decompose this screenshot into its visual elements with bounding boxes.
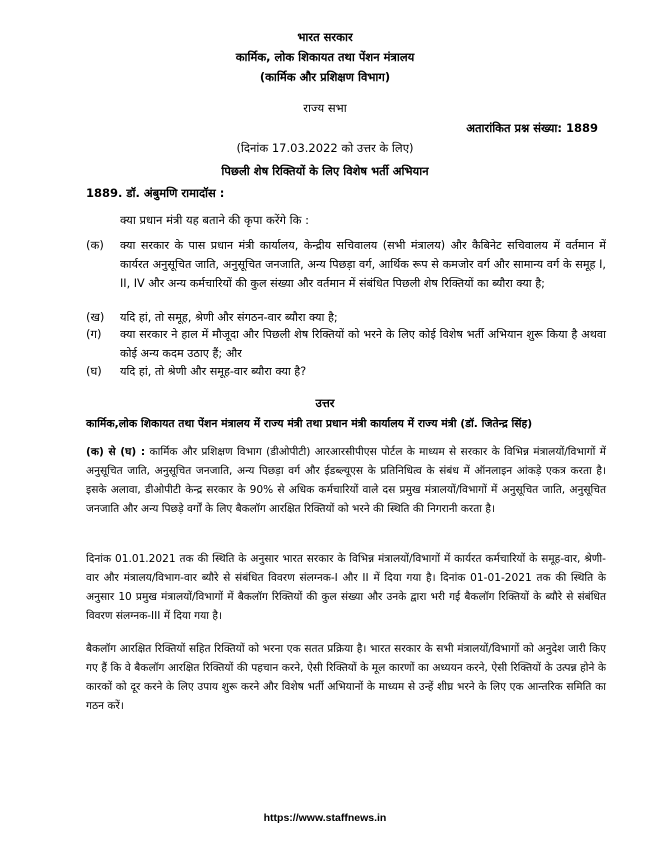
answer-paragraph-2-text: दिनांक 01.01.2021 तक की स्थिति के अनुसार भारत सरकार के विभिन्न मंत्रालयों/विभागों में कार्यरत कर्मचारियों के समूह-वार, श्रेणी-वार और मंत्रालय/विभाग-वार ब्यौरे से संबंधित विवरण संलग्नक-I और II में दिया गया है। दिनांक 01-01-2021 तक की स्थिति के अनुसार 10 प्रमुख मंत्रालयों/विभागों में बैकलॉग रिक्तियों की कुल संख्या और उनके द्वारा भरी गई बैकलॉग रिक्तियों के ब्यौरे से संबंधित विवरण संलग्नक-III में दिया गया है। — [86, 553, 606, 622]
answer-paragraph-3-text: बैकलॉग आरक्षित रिक्तियों सहित रिक्तियों को भरना एक सतत प्रक्रिया है। भारत सरकार के सभी मंत्रालयों/विभागों को अनुदेश जारी किए गए हैं कि वे बैकलॉग आरक्षित रिक्तियों की पहचान करने, ऐसी रिक्तियों के मूल कारणों का अध्ययन करने, ऐसी रिक्तियों के उत्पन्न होने के कारकों को दूर करने के लिए उपाय शुरू करने और विशेष भर्ती अभियानों के माध्यम से उन्हें शीघ्र भरने के लिए एक आन्तरिक समिति का गठन करें। — [86, 643, 606, 712]
footer-url: https://www.staffnews.in — [263, 812, 387, 824]
question-intro: क्या प्रधान मंत्री यह बताने की कृपा करेंगे कि : — [120, 213, 309, 227]
question-label-d: (घ) — [86, 364, 102, 378]
questioner-name: 1889. डॉ. अंबुमणि रामादॉस : — [86, 186, 225, 200]
question-text-d: यदि हां, तो श्रेणी और समूह-वार ब्यौरा क्या है? — [120, 365, 307, 378]
answer-paragraph-1 — [86, 443, 606, 519]
answer-date: (दिनांक 17.03.2022 को उत्तर के लिए) — [236, 141, 414, 155]
header-ministry: कार्मिक, लोक शिकायत तथा पेंशन मंत्रालय — [235, 50, 415, 64]
question-label-a: (क) — [86, 238, 104, 252]
question-text-c: क्या सरकार ने हाल में मौजूदा और पिछली शेष रिक्तियों को भरने के लिए कोई विशेष भर्ती अभियान शुरू किया है अथवा कोई अन्य कदम उठाए हैं; और — [120, 328, 606, 360]
answer-heading: उत्तर — [315, 396, 335, 410]
question-number: अतारांकित प्रश्न संख्या: 1889 — [466, 121, 598, 135]
question-label-b: (ख) — [86, 310, 105, 324]
answer-lead: (क) से (घ) : — [86, 446, 146, 458]
answer-paragraph-1-text: कार्मिक और प्रशिक्षण विभाग (डीओपीटी) आरआरसीपीएस पोर्टल के माध्यम से सरकार के विभिन्न मंत्रालयों/विभागों में अनुसूचित जाति, अनुसूचित जनजाति, अन्य पिछड़ा वर्ग और ईडब्ल्यूएस के प्रतिनिधित्व के संबंध में ऑनलाइन आंकड़े एकत्र करता है। इसके अलावा, डीओपीटी केन्द्र सरकार के 90% से अधिक कर्मचारियों वाले दस प्रमुख मंत्रालयों/विभागों में अनुसूचित जाति, अनुसूचित जनजाति और अन्य पिछड़े वर्गों के लिए बैकलॉग आरक्षित रिक्तियों को भरने की स्थिति की निगरानी करता है। — [86, 446, 606, 515]
house-name: राज्य सभा — [303, 101, 347, 115]
question-text-a: क्या सरकार के पास प्रधान मंत्री कार्यालय, केन्द्रीय सचिवालय (सभी मंत्रालय) और कैबिनेट सचिवालय में वर्तमान में कार्यरत अनुसूचित जाति, अनुसूचित जनजाति, अन्य पिछड़ा वर्ग, आर्थिक रूप से कमजोर वर्ग और सामान्य वर्ग के समूह I, II, IV और अन्य कर्मचारियों की कुल संख्या और वर्तमान में संबंधित पिछली शेष रिक्तियों का ब्यौरा क्या है; — [120, 239, 606, 290]
header-government: भारत सरकार — [297, 30, 353, 44]
subject-title: पिछली शेष रिक्तियों के लिए विशेष भर्ती अभियान — [221, 164, 429, 178]
answer-paragraph-3 — [86, 640, 606, 716]
question-text-b: यदि हां, तो समूह, श्रेणी और संगठन-वार ब्यौरा क्या है; — [120, 311, 338, 324]
answer-paragraph-2 — [86, 550, 606, 626]
header-department: (कार्मिक और प्रशिक्षण विभाग) — [259, 70, 391, 84]
question-label-c: (ग) — [86, 327, 102, 341]
minister-name: कार्मिक,लोक शिकायत तथा पेंशन मंत्रालय में राज्य मंत्री तथा प्रधान मंत्री कार्यालय में राज्य मंत्री (डॉ. जितेन्द्र सिंह) — [86, 417, 533, 430]
